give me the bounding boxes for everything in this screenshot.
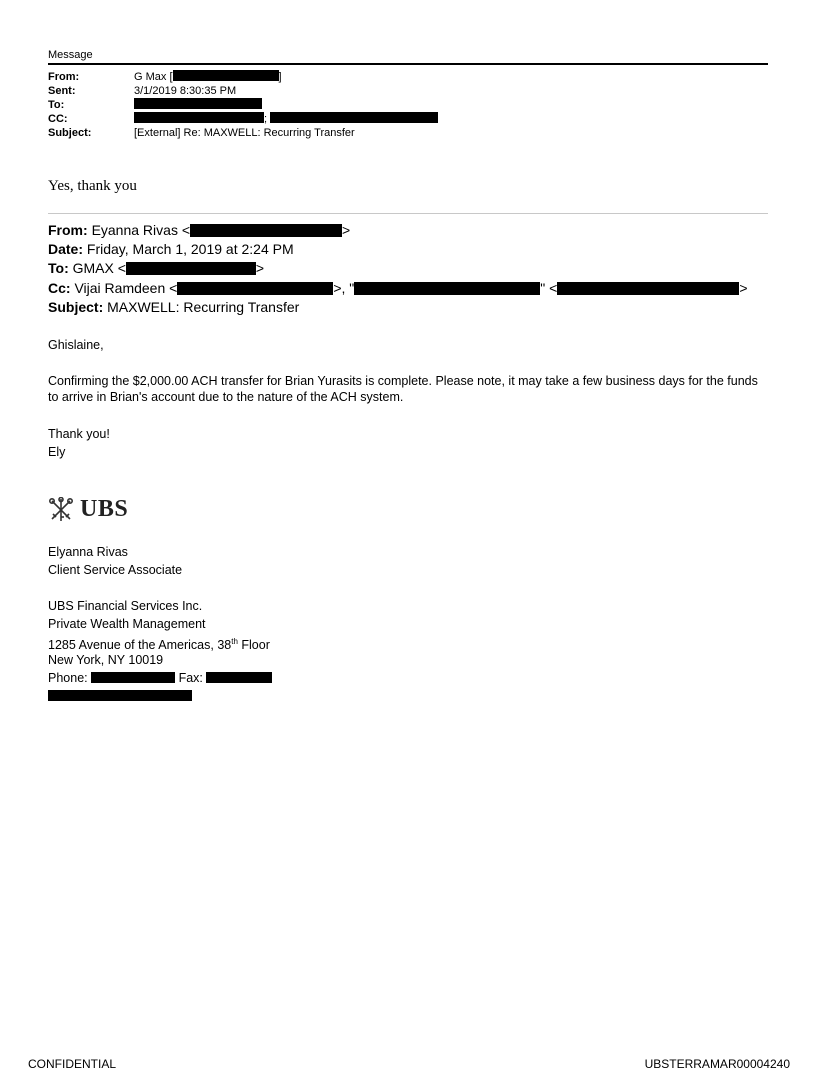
address-superscript: th <box>231 637 238 646</box>
ubs-keys-icon <box>48 497 74 523</box>
redaction-box <box>134 112 264 123</box>
redaction-box <box>270 112 438 123</box>
redaction-box <box>91 672 175 683</box>
sent-label: Sent: <box>48 85 76 97</box>
quoted-to-value: GMAX < <box>72 260 126 276</box>
quoted-cc-label: Cc: <box>48 280 71 296</box>
from-label: From: <box>48 71 80 83</box>
quoted-to-row <box>48 259 264 277</box>
quoted-cc-mid: >, " <box>333 280 355 296</box>
quoted-from-label: From: <box>48 222 88 238</box>
phone-label: Phone: <box>48 671 88 685</box>
quoted-cc-value: Vijai Ramdeen < <box>74 280 178 296</box>
redaction-box <box>354 282 540 295</box>
footer-bates-number: UBSTERRAMAR00004240 <box>644 1057 790 1071</box>
redaction-box <box>177 282 333 295</box>
quoted-cc-row <box>48 279 748 297</box>
quoted-subject-value: MAXWELL: Recurring Transfer <box>107 299 300 315</box>
cc-separator: ; <box>264 113 268 125</box>
address-floor: Floor <box>237 638 270 653</box>
redaction-box <box>557 282 739 295</box>
ubs-logo-text: UBS <box>80 496 129 522</box>
sent-value: 3/1/2019 8:30:35 PM <box>134 85 237 97</box>
header-divider <box>48 63 768 65</box>
footer-confidential: CONFIDENTIAL <box>28 1057 117 1071</box>
reply-text: Yes, thank you <box>48 178 137 194</box>
subject-label: Subject: <box>48 127 92 139</box>
redaction-box <box>134 98 262 109</box>
signature-email-row <box>48 687 192 705</box>
quoted-from-row <box>48 221 350 239</box>
thanks-line: Thank you! <box>48 427 110 441</box>
from-close: ] <box>278 71 282 83</box>
address-text: 1285 Avenue of the Americas, 38 <box>48 638 232 653</box>
message-label: Message <box>48 49 93 61</box>
signature-title: Client Service Associate <box>48 563 183 577</box>
redaction-box <box>126 262 256 275</box>
quoted-to-close: > <box>255 260 265 276</box>
quoted-subject-label: Subject: <box>48 299 104 315</box>
quoted-date-label: Date: <box>48 241 84 257</box>
quoted-cc-mid2: " < <box>540 280 558 296</box>
quoted-date-value: Friday, March 1, 2019 at 2:24 PM <box>86 241 294 257</box>
cc-label: CC: <box>48 113 68 125</box>
redaction-box <box>173 70 279 81</box>
quoted-to-label: To: <box>48 260 69 276</box>
sender-short-name: Ely <box>48 445 66 459</box>
greeting: Ghislaine, <box>48 338 104 352</box>
quoted-subject-row <box>48 298 299 316</box>
signature-division: Private Wealth Management <box>48 617 206 631</box>
to-label: To: <box>48 99 65 111</box>
quote-separator <box>48 213 768 214</box>
fax-label: Fax: <box>178 671 203 685</box>
from-value: G Max [ <box>134 71 173 83</box>
signature-phone-row <box>48 669 272 687</box>
signature-company: UBS Financial Services Inc. <box>48 599 203 613</box>
signature-city: New York, NY 10019 <box>48 653 164 667</box>
signature-name: Elyanna Rivas <box>48 545 128 559</box>
quoted-from-value: Eyanna Rivas < <box>91 222 191 238</box>
redaction-box <box>206 672 272 683</box>
quoted-cc-close: > <box>739 280 748 296</box>
quoted-date-row <box>48 240 294 258</box>
redaction-box <box>48 690 192 701</box>
redaction-box <box>190 224 342 237</box>
quoted-from-close: > <box>342 222 351 238</box>
ubs-logo <box>48 496 128 523</box>
subject-value: [External] Re: MAXWELL: Recurring Transfer <box>134 127 355 139</box>
body-paragraph: Confirming the $2,000.00 ACH transfer for Brian Yurasits is complete. Please note, it may take a few business days for the funds to arrive in Brian's account due to the nature of the ACH system. <box>48 374 758 404</box>
